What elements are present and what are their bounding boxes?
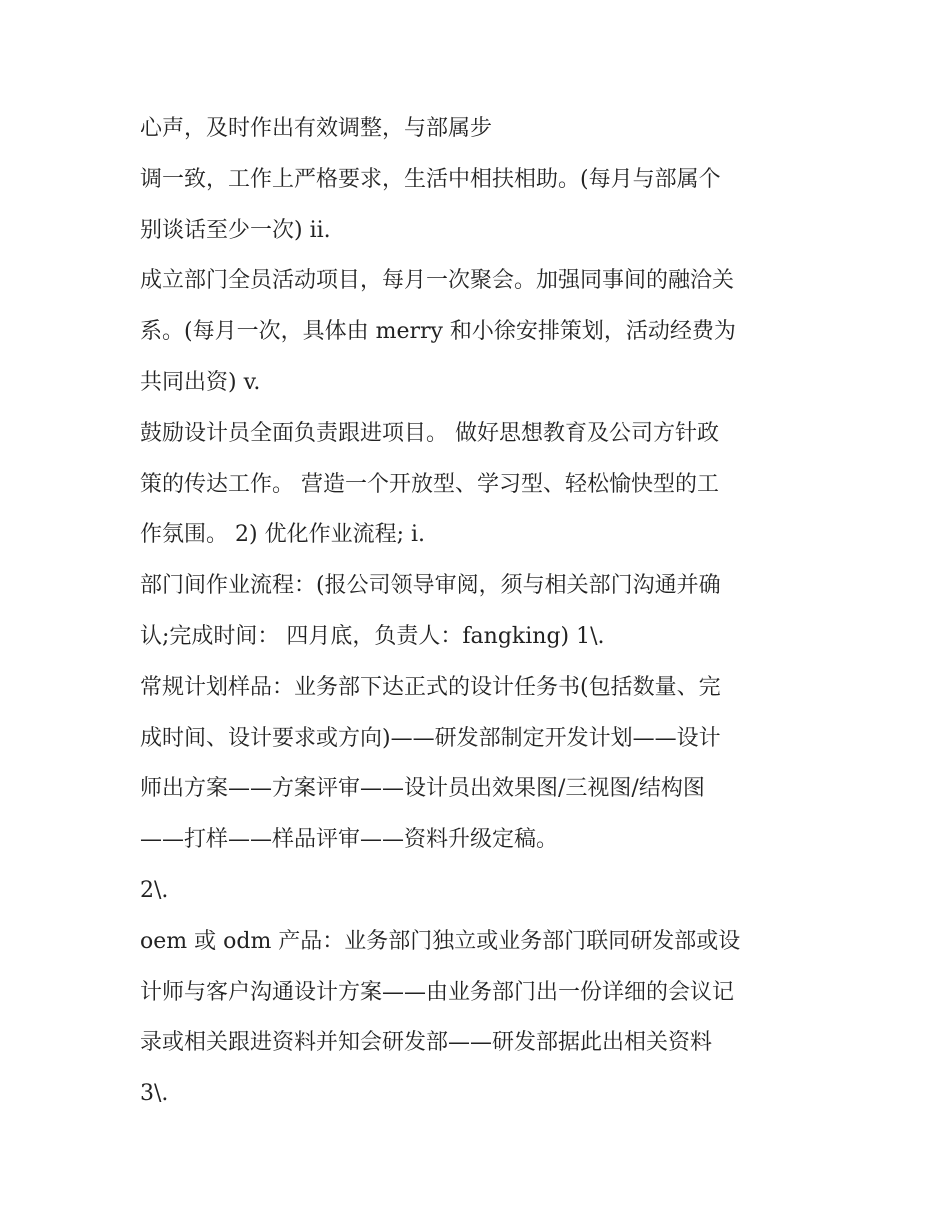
text-line: 师出方案——方案评审——设计员出效果图/三视图/结构图 xyxy=(140,776,705,802)
text-line: 常规计划样品：业务部下达正式的设计任务书(包括数量、完 xyxy=(140,674,721,700)
text-line: 2\. xyxy=(140,877,169,903)
text-line: 3\. xyxy=(140,1081,169,1107)
text-line: 成时间、设计要求或方向)——研发部制定开发计划——设计 xyxy=(140,725,721,751)
text-line: 计师与客户沟通设计方案——由业务部门出一份详细的会议记 xyxy=(140,979,735,1005)
text-line: 作氛围。 2) 优化作业流程; i. xyxy=(140,522,426,548)
text-line: oem 或 odm 产品：业务部门独立或业务部门联同研发部或设 xyxy=(140,928,741,954)
text-line: 录或相关跟进资料并知会研发部——研发部据此出相关资料 xyxy=(140,1030,713,1056)
document-body xyxy=(140,104,830,1120)
text-line: 心声，及时作出有效调整，与部属步 xyxy=(140,116,493,141)
text-line: 鼓励设计员全面负责跟进项目。 做好思想教育及公司方针政 xyxy=(140,420,719,446)
text-line: 认;完成时间： 四月底，负责人：fangking) 1\. xyxy=(140,623,605,649)
text-line: 部门间作业流程：(报公司领导审阅，须与相关部门沟通并确 xyxy=(140,573,721,599)
text-line: 成立部门全员活动项目，每月一次聚会。加强同事间的融洽关 xyxy=(140,268,735,294)
text-line: 调一致，工作上严格要求，生活中相扶相助。(每月与部属个 xyxy=(140,166,721,192)
text-line: ——打样——样品评审——资料升级定稿。 xyxy=(140,827,559,853)
text-line: 系。(每月一次，具体由 merry 和小徐安排策划，活动经费为 xyxy=(140,319,736,345)
text-line: 共同出资) v. xyxy=(140,369,261,395)
text-line: 别谈话至少一次) ii. xyxy=(140,217,331,243)
text-line: 策的传达工作。 营造一个开放型、学习型、轻松愉快型的工 xyxy=(140,471,719,497)
